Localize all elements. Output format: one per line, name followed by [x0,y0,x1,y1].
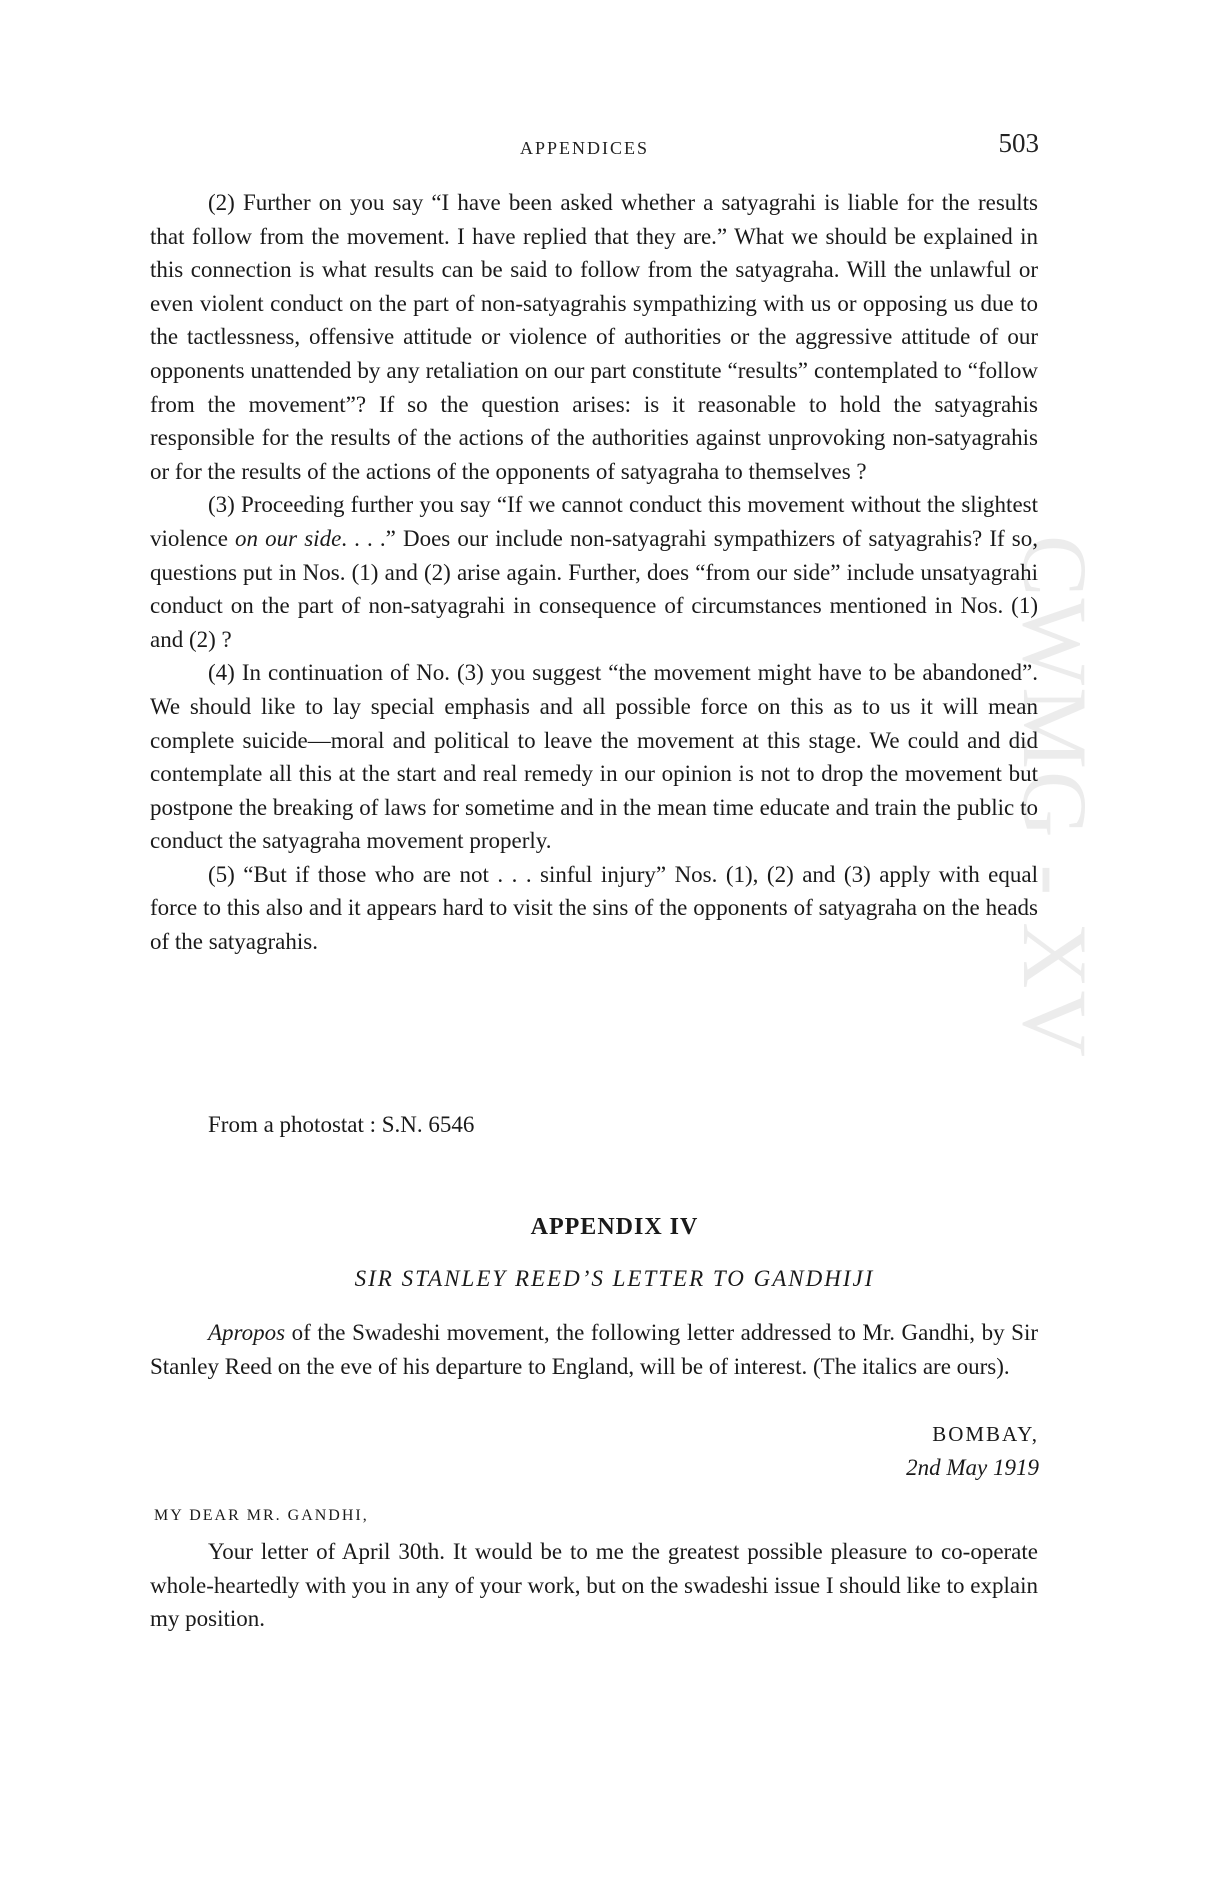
page-header [0,128,1229,168]
letter-date: 2nd May 1919 [906,1455,1039,1480]
appendix-intro [150,1316,1038,1383]
running-head: APPENDICES [520,138,650,158]
letter-body [150,1535,1038,1636]
letter-place: BOMBAY, [932,1422,1039,1446]
letter-paragraph: Your letter of April 30th. It would be to me the greatest possible pleasure to co-operate whole-heartedly with you in any of your work, but on the swadeshi issue I should like to explain my position. [150,1539,1038,1632]
paragraph-3-end: . . . .” Does our include non-satyagrahi sympathizers of satyagrahis? If so, questions put in Nos. (1) and (2) arise again. Further, does “from our side” include unsatyagrahi conduct on the part of non-satyagrahi in consequence of circumstances mentioned in Nos. (1) and (2) ? [150,525,1038,652]
page-number: 503 [998,128,1039,158]
body-text [150,186,1038,959]
source-citation: From a photostat : S.N. 6546 [208,1112,475,1137]
intro-italic: Apropos [208,1320,286,1345]
letter-salutation: MY DEAR MR. GANDHI, [154,1507,369,1524]
paragraph-5: (5) “But if those who are not . . . sinful injury” Nos. (1), (2) and (3) apply with equal force to this also and it appears hard to visit the sins of the opponents of satyagraha on the heads of the satyagrahis. [150,861,1038,955]
paragraph-3 [150,488,1038,656]
paragraph-3-start: (3) Proceeding further you say “If we cannot conduct this movement without the slightest violence [150,492,1038,551]
intro-paragraph [150,1316,1038,1383]
paragraph-2: (2) Further on you say “I have been asked whether a satyagrahi is liable for the results that follow from the movement. I have replied that they are.” What we should be explained in this connection is what results can be said to follow from the satyagraha. Will the unlawful or even violent conduct on the part of non-satyagrahis sympathizing with us or opposing us due to the tactlessness, offensive attitude or violence of authorities or the aggressive attitude of our opponents unattended by any retaliation on our part constitute “results” contemplated to “follow from the movement”? If so the question arises: is it reasonable to hold the satyagrahis responsible for the results of the actions of the authorities against unprovoking non-satyagrahis or for the results of the actions of the opponents of satyagraha to themselves ? [150,190,1038,484]
appendix-subtitle: SIR STANLEY REED’S LETTER TO GANDHIJI [354,1266,875,1291]
paragraph-3-italic: on our side [235,525,342,551]
appendix-title: APPENDIX IV [530,1214,699,1240]
watermark: CWMG - XV [1004,535,1106,1059]
intro-rest: of the Swadeshi movement, the following letter addressed to Mr. Gandhi, by Sir Stanley Reed on the eve of his departure to England, will be of interest. (The italics are ours). [150,1320,1038,1379]
paragraph-4: (4) In continuation of No. (3) you suggest “the movement might have to be abandoned”. We should like to lay special emphasis and all possible force on this as to us it will mean complete suicide—moral and political to leave the movement at this stage. We could and did contemplate all this at the start and real remedy in our opinion is not to drop the movement but postpone the breaking of laws for sometime and in the mean time educate and train the public to conduct the satyagraha movement properly. [150,660,1038,854]
